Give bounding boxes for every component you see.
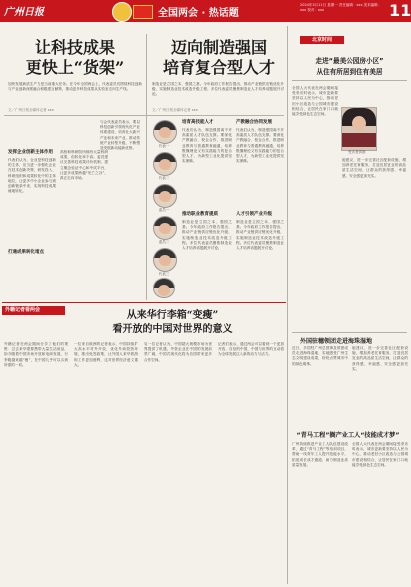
avatar — [153, 120, 177, 144]
story1-byline: 文／广州日报全媒体记者 xxx — [8, 108, 54, 112]
story2-body: 制造业是立国之本、强国之基。今年政府工作报告提出，推动产业链供应链优化升级，实施制造业技术改造升级工程。多位代表委员聚焦制造业人才培养话题展开讨论。 — [236, 220, 284, 251]
interviewee-photo — [341, 107, 377, 151]
dateline: 2024年3月11日 星期一 责任编辑：xxx 美术编辑：xxx 校对：xxx — [300, 3, 382, 12]
person-name: 委员二 — [158, 240, 170, 244]
bottom-col2: 一位来自欧洲的记者表示，中国持续扩大高水平对外开放，优化外商投资环境，推出免签政策，让外国人来华旅游和工作更加便利，这对世界经济意义重大。 — [74, 342, 138, 367]
bottom-col1: 外籍记者在两会期间分享了他们的观察：过去来华需要携带大量生活用品，如今随着中国市场开放和电商发展，行李箱越来越“瘦”，在中国几乎可以买到所需的一切。 — [4, 342, 68, 367]
story2-intro: 制造业是立国之本、强国之基。今年政府工作报告提出，推动产业链供应链优化升级，实施制造业技术改造升级工程。多位代表委员聚焦制造业人才培养话题展开讨论。 — [152, 82, 284, 97]
page-number: 11 — [389, 1, 411, 20]
right-mid-headline: 外国驻穗领团走进海珠湿地 — [300, 338, 373, 345]
photo-caption: 受访者供图 — [348, 150, 366, 154]
person-name: 代表一 — [158, 144, 170, 148]
newspaper-logo: 广州日报 — [4, 7, 44, 18]
right-body3b: 她建议，进一步完善社区配套设施，增加养老托育服务，打造宜居宜业的高品质生活空间，让群众的获得感、幸福感、安全感更加充实。 — [352, 346, 408, 371]
section-tag: 外籍记者看两会 — [2, 306, 65, 315]
right-body3: 近日，多国驻广州总领事及领团成员走进海珠湿地，实地感受广州生态文明建设成果，纷纷点赞城市中的绿色明珠。 — [292, 346, 348, 366]
bottom-col3: 另一位记者认为，中国超大规模市场为世界提供了机遇，外资企业在中国的发展前景广阔，中国式现代化将为各国带来更多合作空间。 — [144, 342, 212, 362]
story1-headline-line2: 更快上“货架” — [25, 58, 125, 77]
column-rule — [146, 34, 147, 300]
story2-body: 代表们认为，制造强国离不开高素质人才队伍支撑。要深化产教融合、校企合作，推进职业教育与普通教育融通，培养既懂理论又有实践能力的复合型人才，为新型工业化提供坚实保障。 — [182, 128, 232, 164]
avatar — [153, 248, 177, 272]
divider — [2, 302, 286, 303]
column-tag: 北京时间 — [300, 36, 344, 44]
bottom-col4: 记者们表示，通过两会可以看到一个更加开放、自信的中国，中国与世界的互动将为全球发展注入新的动力与活力。 — [218, 342, 284, 357]
right-headline-line1: 走进“最美公园房小区” — [315, 57, 384, 65]
section-title: 全国两会 · 热话题 — [158, 8, 239, 19]
story2-subhead: 产教融合协同发展 — [236, 120, 272, 125]
story2-headline-line1: 迈向制造强国 — [170, 38, 267, 57]
story1-headline-line1: 让科技成果 — [34, 38, 115, 57]
avatar — [153, 278, 175, 298]
person-name: 代表三 — [158, 272, 170, 276]
story1-body2: 高校和科研院所拥有大量科研成果，但转化率不高。委员建议完善科技成果评价机制，建立概念验证中心和中试平台，让更多成果跨越“死亡之谷”，真正走向市场。 — [60, 150, 108, 181]
story2-subhead: 培育高技能人才 — [182, 120, 214, 125]
right-headline-line2: 从住有所居到住有美居 — [316, 68, 383, 76]
divider — [292, 332, 407, 333]
right-bottom-headline: “青马工程”搁产业工人“技能成才梦” — [296, 432, 400, 439]
story1-subhead2: 打通成果转化堵点 — [8, 250, 44, 255]
avatar — [153, 216, 177, 240]
story1-body1: 代表们认为，企业是科技创新的主体，应当进一步强化企业在技术创新决策、研发投入、科研组织和成果转化中的主体地位，让更多中小企业参与到创新链条中来，实现科技成果就地转化。 — [8, 158, 56, 194]
story1-subhead1: 发挥企业创新主体作用 — [8, 150, 53, 155]
divider — [4, 115, 284, 116]
right-body4: 广州持续推进产业工人队伍建设改革，通过“青马工程”等培训项目，帮助一线青年工人提升技能水平，拓宽成长成才通道，助力制造业高质量发展。 — [292, 442, 348, 467]
right-body4b: 全国人大代表在两会期间接受采访时表示，城市更新要坚持以人民为中心，推动老旧小区改造与公园城市建设相结合，让居民在家门口就能享受绿色生态空间。 — [352, 442, 408, 467]
story1-intro: 加快发展新质生产力是当前重大任务。在今年全国两会上，代表委员们围绕科技创新与产业创新深度融合积极建言献策，推动更多科技成果从实验室走向生产线。 — [8, 82, 142, 92]
story1-body3: 与会代表委员表示，要以科技创新引领现代化产业体系建设，培育壮大新兴产业和未来产业，推动传统产业转型升级，不断塑造发展新动能新优势。 — [100, 120, 140, 151]
story2-body: 制造业是立国之本、强国之基。今年政府工作报告提出，推动产业链供应链优化升级，实施制造业技术改造升级工程。多位代表委员聚焦制造业人才培养话题展开讨论。 — [182, 220, 232, 251]
person-name: 委员一 — [158, 208, 170, 212]
divider — [292, 80, 407, 81]
bottom-headline-line1: 从来华行李箱“变瘦” — [126, 310, 219, 321]
avatar — [153, 152, 177, 176]
flag-icon — [133, 5, 153, 19]
avatar — [153, 184, 177, 208]
story2-subhead: 人才引领产业升级 — [236, 212, 272, 217]
person-name: 代表二 — [158, 176, 170, 180]
story2-body: 代表们认为，制造强国离不开高素质人才队伍支撑。要深化产教融合、校企合作，推进职业教育与普通教育融通，培养既懂理论又有实践能力的复合型人才，为新型工业化提供坚实保障。 — [236, 128, 284, 164]
right-body2: 她建议，进一步完善社区配套设施，增加养老托育服务，打造宜居宜业的高品质生活空间，让群众的获得感、幸福感、安全感更加充实。 — [342, 158, 406, 178]
story2-subhead: 推动职业教育提质 — [182, 212, 218, 217]
column-rule — [287, 26, 288, 584]
story2-headline-line2: 培育复合型人才 — [162, 58, 275, 77]
emblem-icon — [112, 2, 132, 22]
story2-byline: 文／广州日报全媒体记者 xxx — [152, 108, 198, 112]
bottom-headline-line2: 看开放的中国对世界的意义 — [112, 324, 233, 335]
right-body1: 全国人大代表在两会期间接受采访时表示，城市更新要坚持以人民为中心，推动老旧小区改造与公园城市建设相结合，让居民在家门口就能享受绿色生态空间。 — [292, 86, 338, 117]
